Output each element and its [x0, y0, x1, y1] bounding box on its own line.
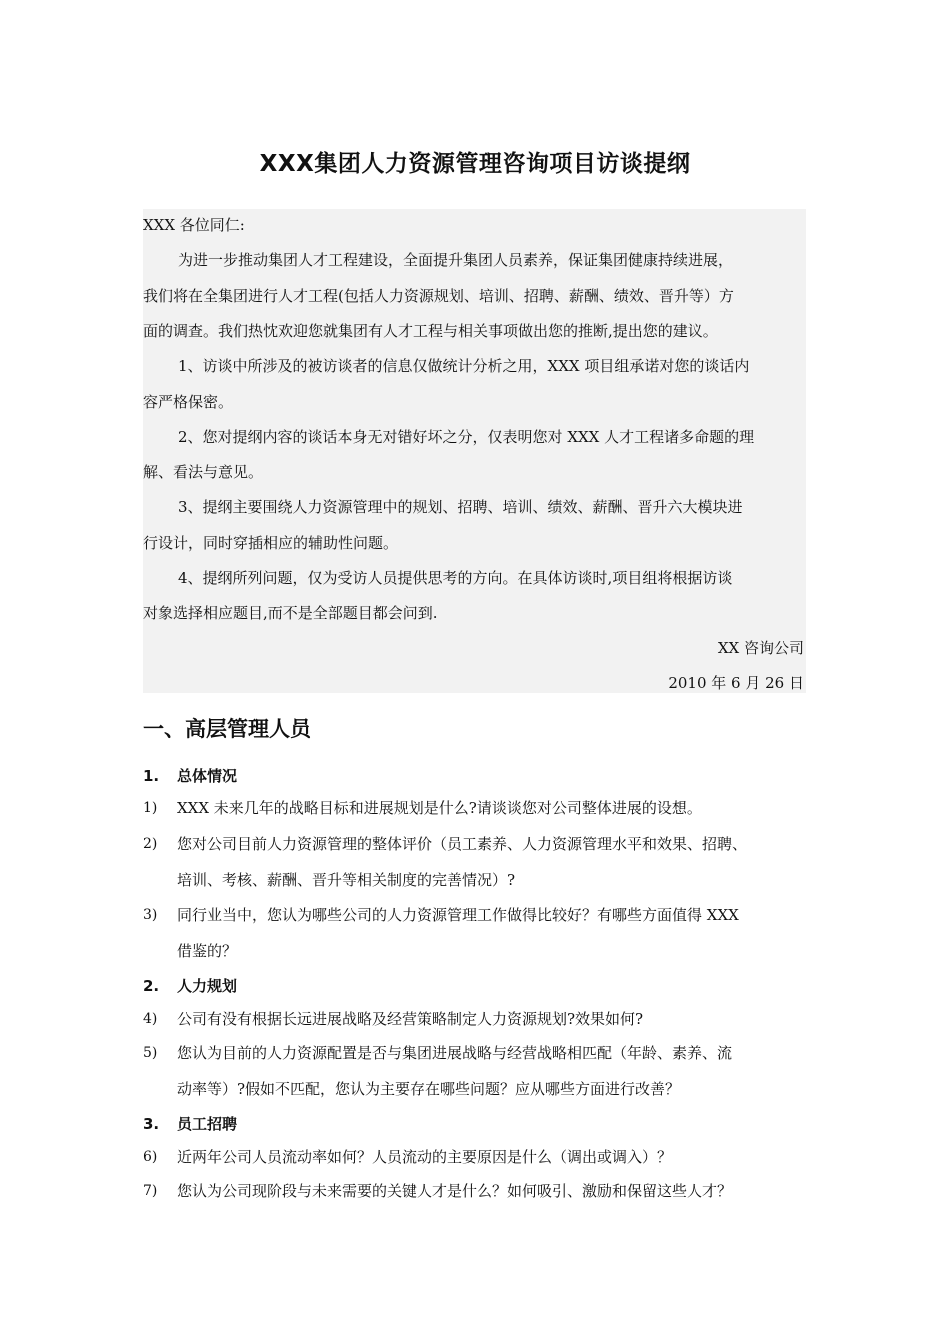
- item-number: 7): [143, 1183, 158, 1199]
- intro-date: 2010 年 6 月 26 日: [668, 674, 804, 692]
- item-text: 同行业当中，您认为哪些公司的人力资源管理工作做得比较好？有哪些方面值得 XXX: [177, 906, 739, 924]
- section-heading: 一、高层管理人员: [143, 717, 311, 741]
- intro-line: 我们将在全集团进行人才工程(包括人力资源规划、培训、招聘、薪酬、绩效、晋升等）方: [143, 287, 734, 305]
- intro-line: 2、您对提纲内容的谈话本身无对错好坏之分，仅表明您对 XXX 人才工程诸多命题的理: [178, 428, 755, 446]
- intro-company: XX 咨询公司: [717, 639, 804, 657]
- intro-line: 对象选择相应题目,而不是全部题目都会问到.: [143, 604, 438, 622]
- intro-line: 3、提纲主要围绕人力资源管理中的规划、招聘、培训、绩效、薪酬、晋升六大模块进: [178, 498, 743, 516]
- intro-box: [143, 209, 806, 693]
- intro-line: 1、访谈中所涉及的被访谈者的信息仅做统计分析之用，XXX 项目组承诺对您的谈话内: [178, 357, 750, 375]
- item-text: 您认为公司现阶段与未来需要的关键人才是什么？如何吸引、激励和保留这些人才？: [177, 1182, 733, 1200]
- item-number: 4): [143, 1011, 158, 1027]
- subsection-number: 3.: [143, 1115, 160, 1133]
- document-title: XXX集团人力资源管理咨询项目访谈提纲: [259, 151, 691, 177]
- item-number: 2): [143, 836, 158, 852]
- item-text: 培训、考核、薪酬、晋升等相关制度的完善情况）?: [177, 871, 516, 889]
- item-text: XXX 未来几年的战略目标和进展规划是什么?请谈谈您对公司整体进展的设想。: [177, 799, 702, 817]
- intro-line: 面的调查。我们热忱欢迎您就集团有人才工程与相关事项做出您的推断,提出您的建议。: [143, 322, 718, 340]
- subsection-number: 2.: [143, 977, 160, 995]
- item-text: 您对公司目前人力资源管理的整体评价（员工素养、人力资源管理水平和效果、招聘、: [177, 835, 748, 853]
- item-number: 6): [143, 1149, 158, 1165]
- intro-line: 容严格保密。: [143, 393, 234, 411]
- subsection-heading: [143, 1114, 237, 1134]
- intro-line: 解、看法与意见。: [143, 463, 264, 481]
- intro-line: 行设计，同时穿插相应的辅助性问题。: [143, 534, 399, 552]
- item-text: 动率等）?假如不匹配，您认为主要存在哪些问题？应从哪些方面进行改善？: [177, 1080, 681, 1098]
- subsection-title: 人力规划: [177, 977, 238, 995]
- subsection-title: 员工招聘: [177, 1115, 238, 1133]
- subsection-heading: [143, 766, 237, 786]
- subsection-number: 1.: [143, 767, 160, 785]
- intro-greeting: XXX 各位同仁:: [143, 216, 245, 234]
- item-text: 借鉴的？: [177, 942, 238, 960]
- item-text: 公司有没有根据长远进展战略及经营策略制定人力资源规划?效果如何?: [177, 1010, 644, 1028]
- item-number: 1): [143, 800, 158, 816]
- intro-line: 4、提纲所列问题，仅为受访人员提供思考的方向。在具体访谈时,项目组将根据访谈: [178, 569, 733, 587]
- item-number: 3): [143, 907, 158, 923]
- subsection-heading: [143, 976, 237, 996]
- item-number: 5): [143, 1045, 158, 1061]
- item-text: 近两年公司人员流动率如何？人员流动的主要原因是什么（调出或调入）？: [177, 1148, 673, 1166]
- subsection-title: 总体情况: [177, 767, 238, 785]
- item-text: 您认为目前的人力资源配置是否与集团进展战略与经营战略相匹配（年龄、素养、流: [177, 1044, 733, 1062]
- intro-line: 为进一步推动集团人才工程建设，全面提升集团人员素养，保证集团健康持续进展，: [178, 251, 734, 269]
